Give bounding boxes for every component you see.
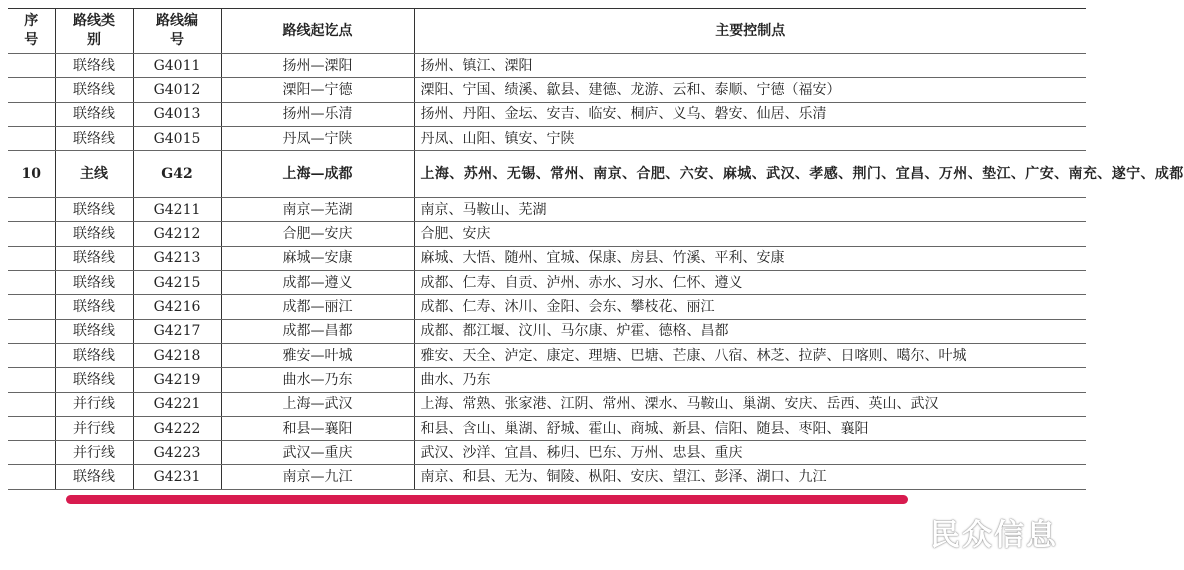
table-row (8, 246, 1086, 270)
row-points: 合肥、安庆 (414, 222, 1086, 246)
row-seq (8, 368, 55, 392)
row-type: 联络线 (55, 295, 133, 319)
row-code: G4221 (133, 392, 221, 416)
row-code: G4231 (133, 465, 221, 489)
row-seq (8, 198, 55, 222)
row-range: 麻城—安康 (221, 246, 414, 270)
row-range: 成都—昌都 (221, 319, 414, 343)
row-points: 和县、含山、巢湖、舒城、霍山、商城、新县、信阳、随县、枣阳、襄阳 (414, 416, 1086, 440)
table-row (8, 198, 1086, 222)
table-row (8, 392, 1086, 416)
row-seq: 10 (8, 151, 55, 198)
row-type: 并行线 (55, 392, 133, 416)
header-seq: 序号 (8, 9, 55, 54)
row-code: G4223 (133, 441, 221, 465)
row-range: 南京—九江 (221, 465, 414, 489)
row-type: 联络线 (55, 271, 133, 295)
row-points: 成都、仁寿、沐川、金阳、会东、攀枝花、丽江 (414, 295, 1086, 319)
row-points: 扬州、镇江、溧阳 (414, 54, 1086, 78)
table-row (8, 78, 1086, 102)
header-range: 路线起讫点 (221, 9, 414, 54)
row-code: G42 (133, 151, 221, 198)
row-range: 和县—襄阳 (221, 416, 414, 440)
row-range: 扬州—溧阳 (221, 54, 414, 78)
row-type: 联络线 (55, 319, 133, 343)
row-type: 联络线 (55, 78, 133, 102)
row-range: 溧阳—宁德 (221, 78, 414, 102)
row-type: 联络线 (55, 246, 133, 270)
row-seq (8, 465, 55, 489)
row-seq (8, 295, 55, 319)
row-range: 合肥—安庆 (221, 222, 414, 246)
row-seq (8, 271, 55, 295)
header-type: 路线类别 (55, 9, 133, 54)
table-row (8, 368, 1086, 392)
row-seq (8, 392, 55, 416)
route-table (8, 8, 1184, 490)
row-type: 联络线 (55, 126, 133, 150)
row-points: 南京、马鞍山、芜湖 (414, 198, 1086, 222)
row-code: G4013 (133, 102, 221, 126)
row-seq (8, 102, 55, 126)
row-code: G4216 (133, 295, 221, 319)
row-code: G4218 (133, 343, 221, 367)
row-type: 联络线 (55, 465, 133, 489)
table-row (8, 222, 1086, 246)
row-type: 并行线 (55, 416, 133, 440)
row-range: 武汉—重庆 (221, 441, 414, 465)
row-range: 成都—遵义 (221, 271, 414, 295)
row-seq (8, 343, 55, 367)
row-code: G4213 (133, 246, 221, 270)
row-points: 扬州、丹阳、金坛、安吉、临安、桐庐、义乌、磐安、仙居、乐清 (414, 102, 1086, 126)
table-row (8, 295, 1086, 319)
row-points: 雅安、天全、泸定、康定、理塘、巴塘、芒康、八宿、林芝、拉萨、日喀则、噶尔、叶城 (414, 343, 1086, 367)
row-code: G4222 (133, 416, 221, 440)
table-row (8, 151, 1086, 198)
table-row (8, 126, 1086, 150)
row-seq (8, 222, 55, 246)
row-type: 主线 (55, 151, 133, 198)
row-code: G4211 (133, 198, 221, 222)
row-type: 联络线 (55, 368, 133, 392)
row-type: 联络线 (55, 343, 133, 367)
row-type: 联络线 (55, 222, 133, 246)
row-seq (8, 246, 55, 270)
row-range: 扬州—乐清 (221, 102, 414, 126)
row-points: 丹凤、山阳、镇安、宁陕 (414, 126, 1086, 150)
row-type: 联络线 (55, 198, 133, 222)
row-points: 成都、都江堰、汶川、马尔康、炉霍、德格、昌都 (414, 319, 1086, 343)
highlight-underline (66, 495, 908, 504)
row-code: G4212 (133, 222, 221, 246)
table-row (8, 319, 1086, 343)
row-seq (8, 54, 55, 78)
table-row (8, 271, 1086, 295)
table-row (8, 465, 1086, 489)
row-seq (8, 126, 55, 150)
row-range: 成都—丽江 (221, 295, 414, 319)
row-points: 武汉、沙洋、宜昌、秭归、巴东、万州、忠县、重庆 (414, 441, 1086, 465)
row-points: 南京、和县、无为、铜陵、枞阳、安庆、望江、彭泽、湖口、九江 (414, 465, 1086, 489)
row-range: 上海—武汉 (221, 392, 414, 416)
table-body (8, 54, 1184, 490)
row-seq (8, 78, 55, 102)
table-row (8, 416, 1086, 440)
table-row (8, 441, 1086, 465)
row-range: 曲水—乃东 (221, 368, 414, 392)
row-points: 曲水、乃东 (414, 368, 1086, 392)
header-points: 主要控制点 (414, 9, 1086, 54)
header-row (8, 9, 1086, 54)
row-seq (8, 416, 55, 440)
row-range: 丹凤—宁陕 (221, 126, 414, 150)
row-points: 上海、常熟、张家港、江阴、常州、溧水、马鞍山、巢湖、安庆、岳西、英山、武汉 (414, 392, 1086, 416)
row-code: G4011 (133, 54, 221, 78)
row-seq (8, 319, 55, 343)
row-code: G4217 (133, 319, 221, 343)
row-range: 上海—成都 (221, 151, 414, 198)
table-row (8, 343, 1086, 367)
row-code: G4215 (133, 271, 221, 295)
row-points: 麻城、大悟、随州、宜城、保康、房县、竹溪、平利、安康 (414, 246, 1086, 270)
row-code: G4015 (133, 126, 221, 150)
row-code: G4219 (133, 368, 221, 392)
row-type: 并行线 (55, 441, 133, 465)
row-points: 成都、仁寿、自贡、泸州、赤水、习水、仁怀、遵义 (414, 271, 1086, 295)
header-code: 路线编号 (133, 9, 221, 54)
row-range: 雅安—叶城 (221, 343, 414, 367)
table-row (8, 54, 1086, 78)
row-code: G4012 (133, 78, 221, 102)
row-seq (8, 441, 55, 465)
row-points: 溧阳、宁国、绩溪、歙县、建德、龙游、云和、泰顺、宁德（福安） (414, 78, 1086, 102)
row-type: 联络线 (55, 54, 133, 78)
table-row (8, 102, 1086, 126)
row-type: 联络线 (55, 102, 133, 126)
watermark: 民众信息 (930, 518, 1058, 553)
row-range: 南京—芜湖 (221, 198, 414, 222)
row-points: 上海、苏州、无锡、常州、南京、合肥、六安、麻城、武汉、孝感、荆门、宜昌、万州、垫江、广安、南充、遂宁、成都 (414, 151, 1086, 198)
